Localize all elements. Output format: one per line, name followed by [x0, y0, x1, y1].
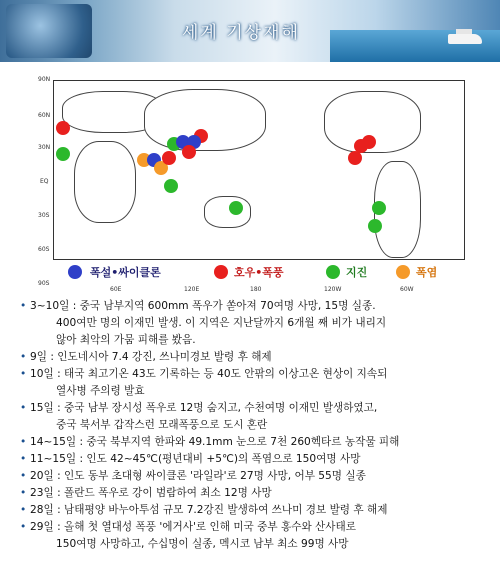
- event-text: 14~15일 : 중국 북부지역 한파와 49.1mm 눈으로 7천 260헥타르 농작물 피해: [30, 436, 400, 448]
- event-text: 9일 : 인도네시아 7.4 강진, 쓰나미경보 발령 후 해제: [30, 351, 272, 363]
- event-text: 3~10일 : 중국 남부지역 600mm 폭우가 쏟아져 70여명 사망, 15명 실종.: [30, 300, 376, 312]
- storm-marker: [182, 145, 196, 159]
- lon-label: 120E: [184, 286, 200, 293]
- legend-label: 지진: [346, 266, 368, 279]
- lat-label: 30S: [38, 212, 50, 219]
- lon-label: 60E: [110, 286, 122, 293]
- list-item: [20, 366, 490, 383]
- list-item-continuation: 400여만 명의 이재민 발생. 이 지역은 지난달까지 6개월 째 비가 내리지: [56, 317, 387, 329]
- legend-label: 호우•폭풍: [234, 266, 284, 279]
- list-item: [20, 485, 490, 502]
- earthquake-marker: [56, 147, 70, 161]
- list-item: [20, 519, 490, 536]
- list-item: [20, 468, 490, 485]
- lat-label: EQ: [40, 178, 49, 185]
- event-text: 29일 : 올해 첫 열대성 폭풍 '에거사'로 인해 미국 중부 홍수와 산사태로: [30, 521, 356, 533]
- lon-label: 60W: [400, 286, 414, 293]
- lon-label: 180: [250, 286, 262, 293]
- bullet: •: [20, 504, 27, 516]
- list-item-continuation: 않아 최악의 가뭄 피해를 봤음.: [56, 334, 196, 346]
- legend-label: 폭설•싸이클론: [90, 266, 161, 279]
- list-item: [20, 349, 490, 366]
- legend-label: 폭염: [416, 266, 438, 279]
- bullet: •: [20, 402, 27, 414]
- lat-label: 90N: [38, 76, 51, 83]
- storm-marker: [348, 151, 362, 165]
- event-text: 20일 : 인도 동부 초대형 싸이클론 '라일라'로 27명 사망, 어부 55명 실종: [30, 470, 366, 482]
- storm-marker: [162, 151, 176, 165]
- africa-landmass: [74, 141, 136, 223]
- bullet: •: [20, 521, 27, 533]
- earthquake-marker: [229, 201, 243, 215]
- bullet: •: [20, 368, 27, 380]
- bullet: •: [20, 300, 27, 312]
- list-item: [20, 434, 490, 451]
- event-text: 23일 : 폴란드 폭우로 강이 범람하여 최소 12명 사망: [30, 487, 272, 499]
- legend-swatch: [326, 265, 340, 279]
- earthquake-marker: [368, 219, 382, 233]
- map-frame: [53, 80, 465, 260]
- list-item-continuation: 중국 북서부 갑작스런 모래폭풍으로 도시 혼란: [56, 419, 268, 431]
- lat-label: 60N: [38, 112, 51, 119]
- disaster-event-list: [20, 298, 490, 553]
- globe-image: [6, 4, 92, 58]
- event-text: 10일 : 태국 최고기온 43도 기록하는 등 40도 안팎의 이상고온 현상이 지속되: [30, 368, 388, 380]
- lat-label: 30N: [38, 144, 51, 151]
- storm-marker: [56, 121, 70, 135]
- bullet: •: [20, 436, 27, 448]
- list-item: [20, 502, 490, 519]
- earthquake-marker: [164, 179, 178, 193]
- australia-landmass: [204, 196, 251, 228]
- bullet: •: [20, 470, 27, 482]
- event-text: 15일 : 중국 남부 장시성 폭우로 12명 숨지고, 수천여명 이재민 발생하였고,: [30, 402, 378, 414]
- legend-swatch: [214, 265, 228, 279]
- legend-swatch: [396, 265, 410, 279]
- page-title: 세계 기상재해: [182, 23, 300, 43]
- list-item: [20, 298, 490, 315]
- list-item: [20, 451, 490, 468]
- event-text: 11~15일 : 인도 42~45℃(평년대비 +5℃)의 폭염으로 150여명 사망: [30, 453, 361, 465]
- lat-label: 60S: [38, 246, 50, 253]
- lon-label: 120W: [324, 286, 342, 293]
- list-item-continuation: 150여명 사망하고, 수십명이 실종, 멕시코 남부 최소 99명 사망: [56, 538, 349, 550]
- list-item-continuation: 열사병 주의령 발효: [56, 385, 145, 397]
- legend-swatch: [68, 265, 82, 279]
- earthquake-marker: [372, 201, 386, 215]
- boat-image: [448, 34, 482, 44]
- lat-label: 90S: [38, 280, 50, 287]
- header-banner: [0, 0, 500, 62]
- bullet: •: [20, 487, 27, 499]
- storm-marker: [362, 135, 376, 149]
- list-item: [20, 400, 490, 417]
- event-text: 28일 : 남태평양 바누아투섬 규모 7.2강진 발생하여 쓰나미 경보 발령 후 해제: [30, 504, 388, 516]
- bullet: •: [20, 453, 27, 465]
- world-disaster-map: [38, 74, 474, 293]
- bullet: •: [20, 351, 27, 363]
